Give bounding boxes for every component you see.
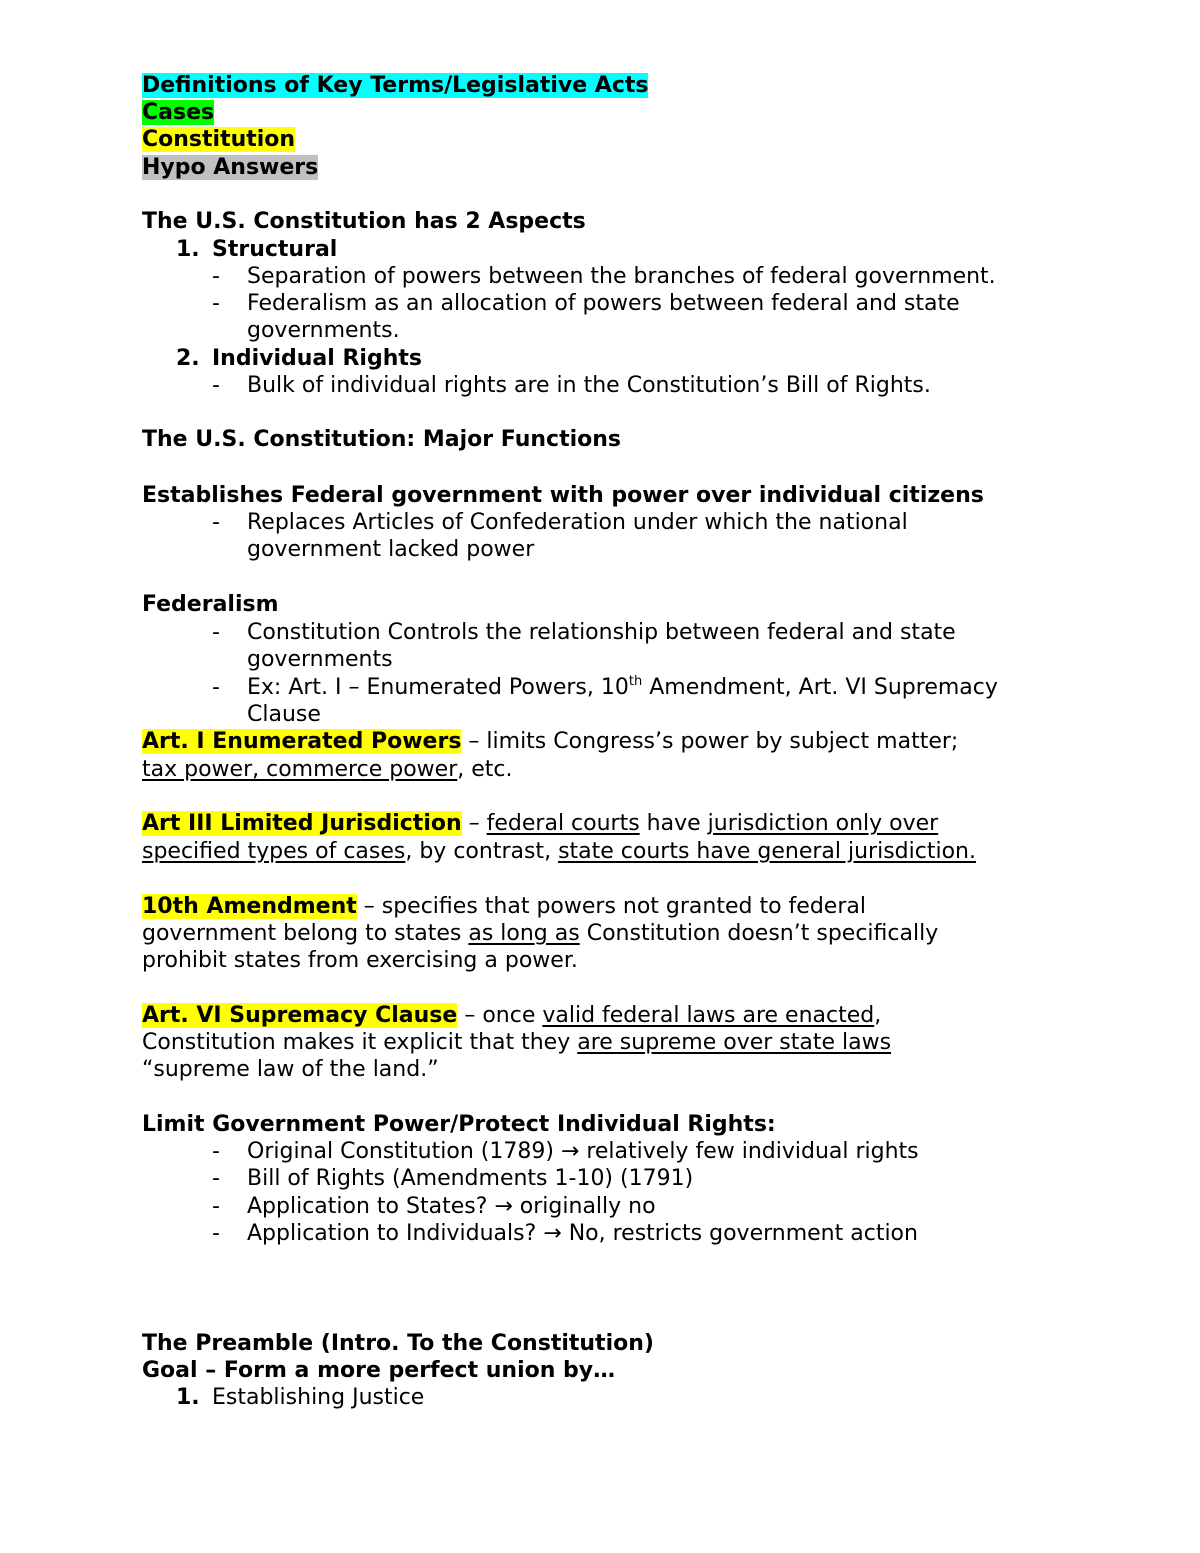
aspects-item2-label: Individual Rights <box>212 346 422 371</box>
federal-government-heading: Establishes Federal government with power over individual citizens <box>142 483 984 508</box>
limit-heading: Limit Government Power/Protect Individual Rights: <box>142 1112 776 1137</box>
bullet-dash: - <box>212 620 220 645</box>
legend-constitution: Constitution <box>142 127 296 152</box>
aspects-item1-label: Structural <box>212 237 338 262</box>
art3-term: Art III Limited Jurisdiction <box>142 811 462 836</box>
federal-bullet1-line1: Replaces Articles of Confederation under which the national <box>247 510 908 535</box>
limit-bullet3: Application to States? → originally no <box>247 1194 656 1219</box>
arrow-icon: → <box>543 1221 562 1246</box>
aspects-item1-bullet2-line1: Federalism as an allocation of powers between federal and state <box>247 291 960 316</box>
aspects-item1-bullet1: Separation of powers between the branches of federal government. <box>247 264 996 289</box>
art6-line3: “supreme law of the land.” <box>142 1057 439 1082</box>
federalism-bullet2-line1: Ex: Art. I – Enumerated Powers, 10th Amendment, Art. VI Supremacy <box>247 674 998 700</box>
limit-bullet2: Bill of Rights (Amendments 1-10) (1791) <box>247 1166 694 1191</box>
preamble-heading: The Preamble (Intro. To the Constitution) <box>142 1331 654 1356</box>
aspects-item2-number: 2. <box>176 346 200 371</box>
art1-line1: Art. I Enumerated Powers – limits Congress’s power by subject matter; <box>142 729 959 754</box>
limit-bullet1: Original Constitution (1789) → relatively few individual rights <box>247 1139 919 1164</box>
bullet-dash: - <box>212 291 220 316</box>
bullet-dash: - <box>212 373 220 398</box>
preamble-item1: Establishing Justice <box>212 1385 425 1410</box>
bullet-dash: - <box>212 1194 220 1219</box>
art3-line1: Art III Limited Jurisdiction – federal courts have jurisdiction only over <box>142 811 939 836</box>
federalism-bullet2-line2: Clause <box>247 702 321 727</box>
amend10-line1: 10th Amendment – specifies that powers not granted to federal <box>142 894 866 919</box>
amend10-term: 10th Amendment <box>142 894 357 919</box>
amend10-line2: government belong to states as long as Constitution doesn’t specifically <box>142 921 939 946</box>
federalism-bullet1-line2: governments <box>247 647 393 672</box>
arrow-icon: → <box>560 1139 580 1164</box>
art6-line2: Constitution makes it explicit that they are supreme over state laws <box>142 1030 892 1055</box>
bullet-dash: - <box>212 675 220 700</box>
art1-term: Art. I Enumerated Powers <box>142 729 462 754</box>
bullet-dash: - <box>212 1221 220 1246</box>
bullet-dash: - <box>212 264 220 289</box>
amend10-line3: prohibit states from exercising a power. <box>142 948 578 973</box>
legend-hypo: Hypo Answers <box>142 155 319 180</box>
federal-bullet1-line2: government lacked power <box>247 537 535 562</box>
bullet-dash: - <box>212 1166 220 1191</box>
art6-line1: Art. VI Supremacy Clause – once valid federal laws are enacted, <box>142 1003 882 1028</box>
preamble-item1-number: 1. <box>176 1385 200 1410</box>
legend-definitions: Definitions of Key Terms/Legislative Acts <box>142 73 649 98</box>
aspects-item1-number: 1. <box>176 237 200 262</box>
aspects-item2-bullet1: Bulk of individual rights are in the Constitution’s Bill of Rights. <box>247 373 931 398</box>
functions-heading: The U.S. Constitution: Major Functions <box>142 427 622 452</box>
aspects-heading: The U.S. Constitution has 2 Aspects <box>142 209 586 234</box>
bullet-dash: - <box>212 1139 220 1164</box>
art3-line2: specified types of cases, by contrast, state courts have general jurisdiction. <box>142 839 976 864</box>
art6-term: Art. VI Supremacy Clause <box>142 1003 458 1028</box>
aspects-item1-bullet2-line2: governments. <box>247 318 400 343</box>
preamble-goal: Goal – Form a more perfect union by… <box>142 1358 616 1383</box>
limit-bullet4: Application to Individuals? → No, restricts government action <box>247 1221 918 1246</box>
federalism-bullet1-line1: Constitution Controls the relationship between federal and state <box>247 620 956 645</box>
federalism-heading: Federalism <box>142 592 279 617</box>
bullet-dash: - <box>212 510 220 535</box>
legend-cases: Cases <box>142 100 215 125</box>
arrow-icon: → <box>494 1194 513 1219</box>
art1-line2: tax power, commerce power, etc. <box>142 757 513 782</box>
